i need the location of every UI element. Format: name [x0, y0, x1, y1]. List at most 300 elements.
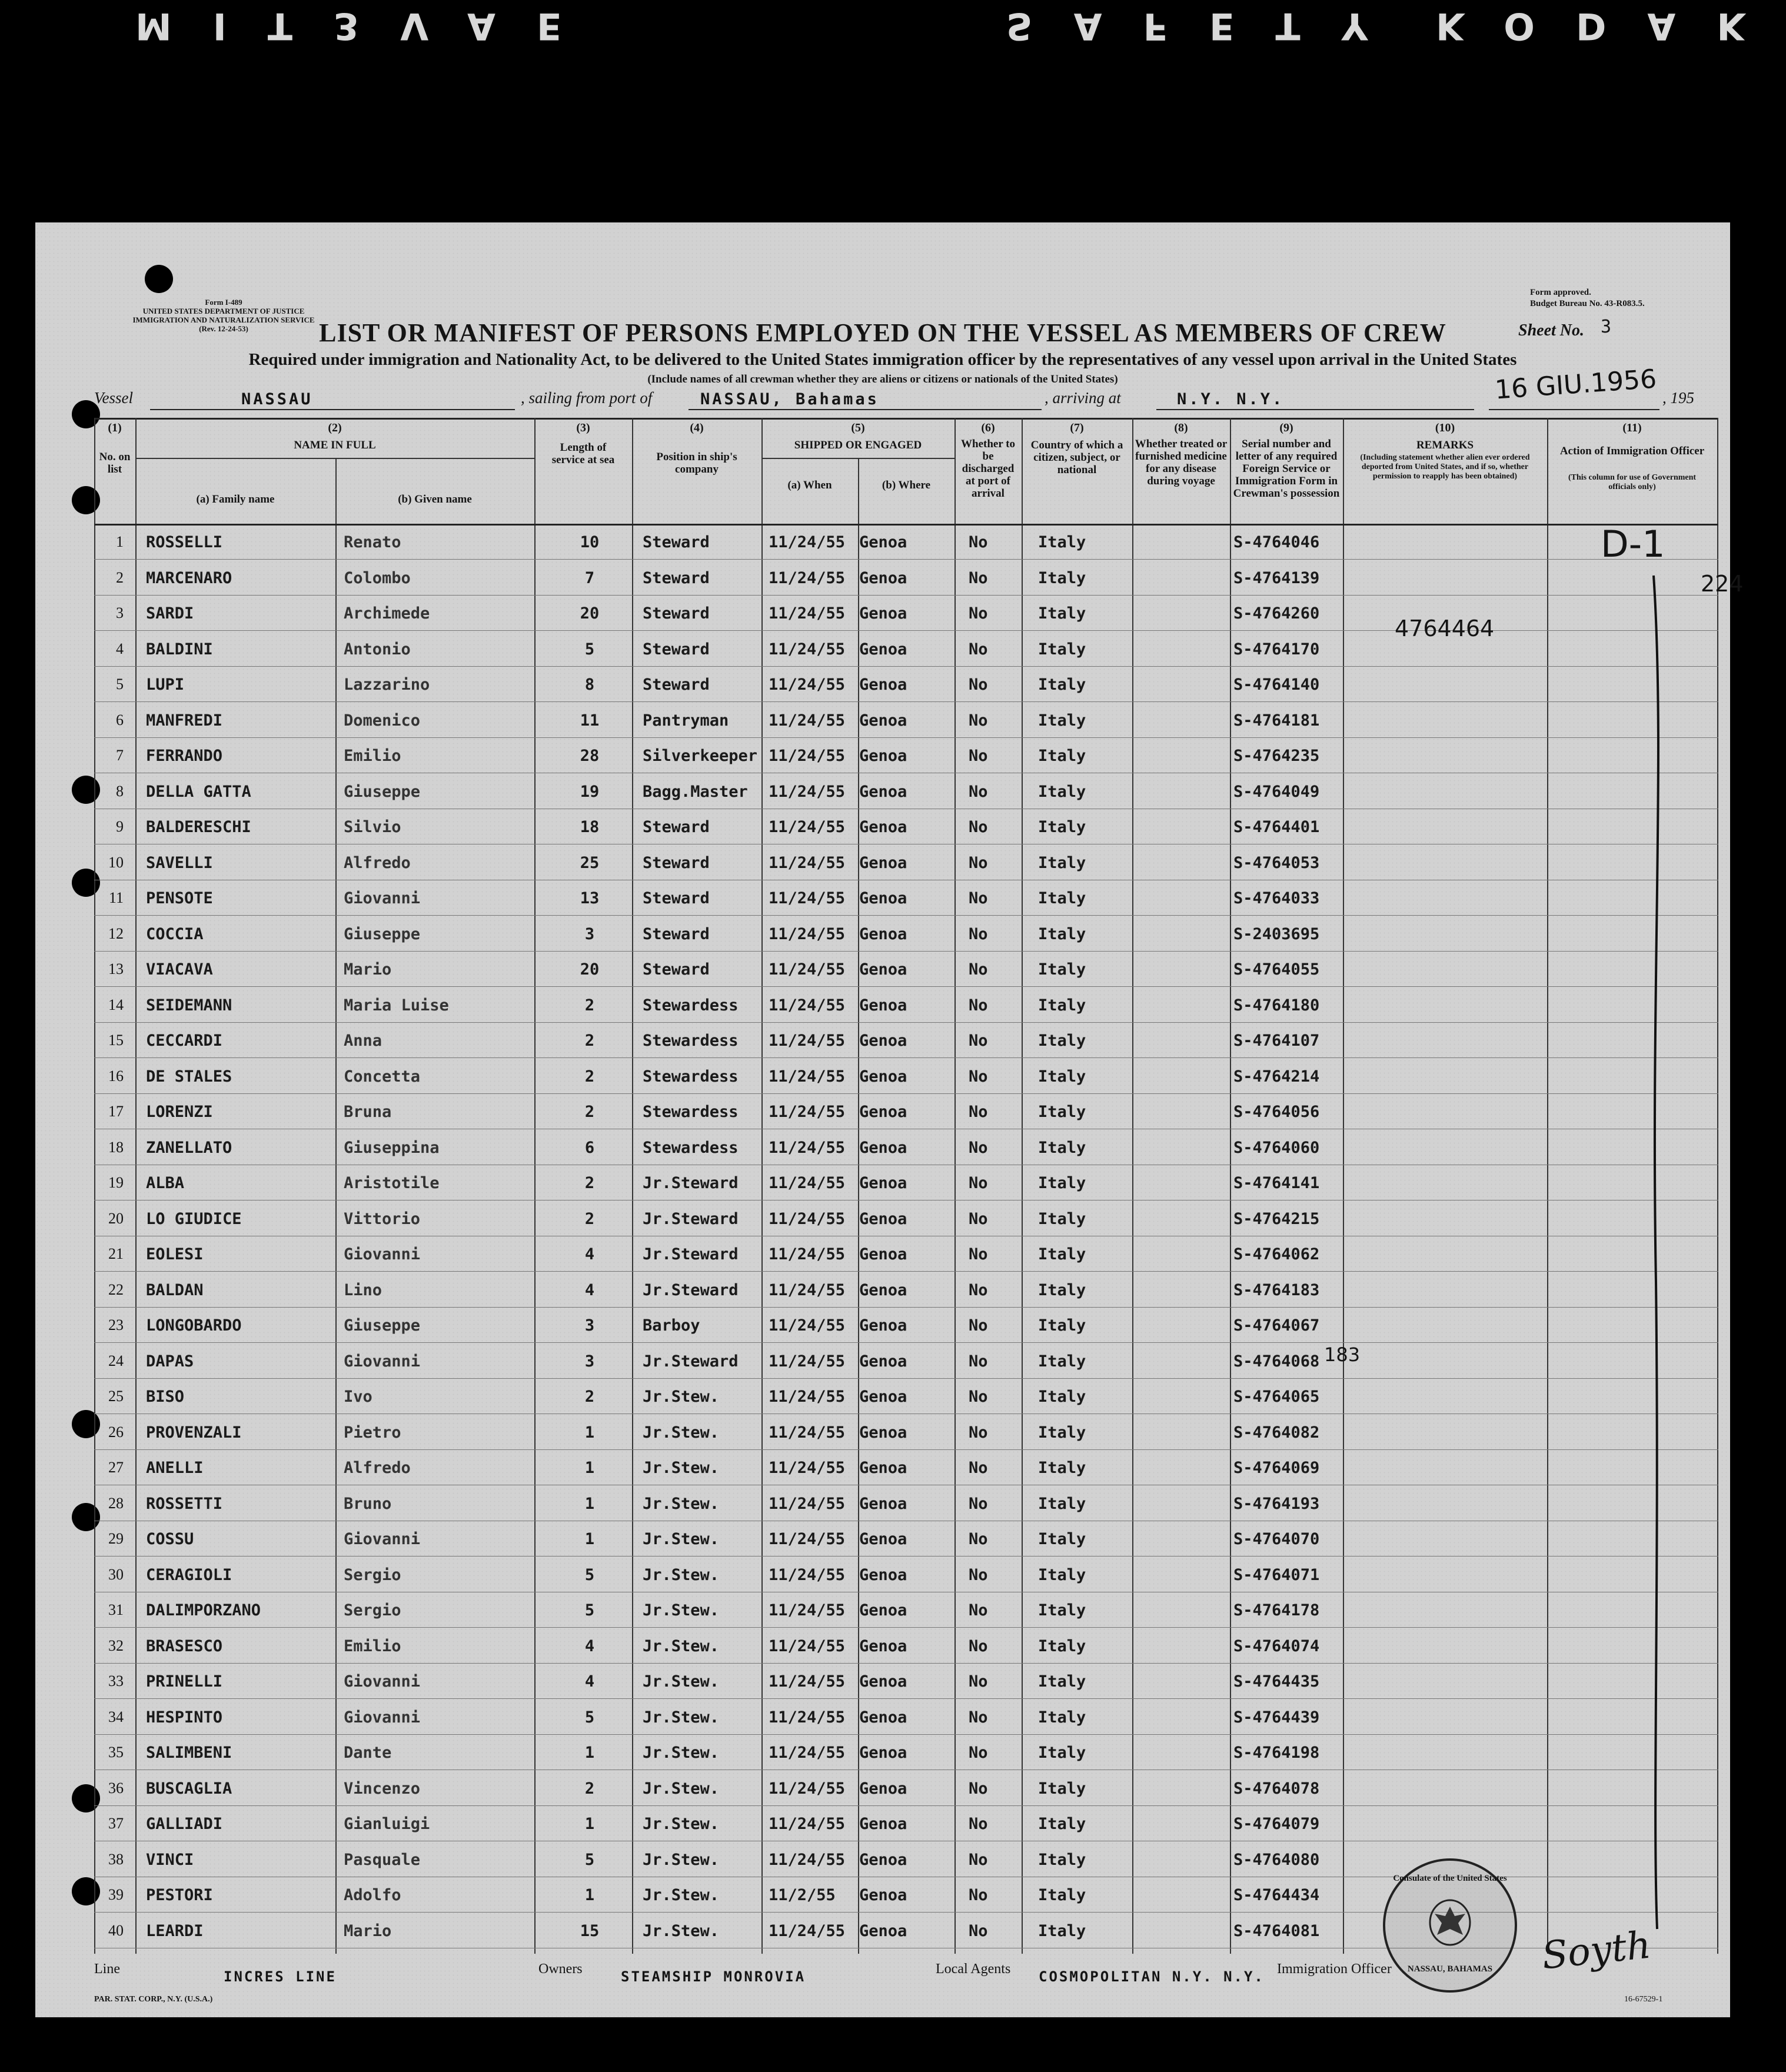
cell-serial: S-4764435: [1233, 1672, 1320, 1691]
cell-discharged: No: [969, 1032, 988, 1050]
cell-serial: S-4764260: [1233, 604, 1320, 623]
cell-given: Giuseppina: [344, 1138, 440, 1157]
cell-family: ALBA: [146, 1174, 185, 1192]
column-divider: [761, 418, 763, 1954]
row-rule: [94, 1698, 1718, 1699]
cell-discharged: No: [969, 1459, 988, 1477]
cell-given: Lino: [344, 1281, 383, 1299]
col2b-header: (b) Given name: [398, 493, 472, 505]
col10-note: (Including statement whether alien ever ordered deported from United States, and if so, whether permission to reapply has been obtained): [1360, 453, 1530, 481]
cell-family: CERAGIOLI: [146, 1565, 232, 1584]
vessel-label: Vessel: [94, 389, 133, 407]
action-mark: D-1: [1601, 523, 1665, 566]
cell-discharged: No: [969, 889, 988, 907]
cell-given: Bruno: [344, 1494, 392, 1513]
cell-no: 34: [108, 1708, 124, 1725]
cell-discharged: No: [969, 1352, 988, 1371]
cell-length: 2: [584, 1209, 595, 1228]
cell-discharged: No: [969, 1779, 988, 1798]
cell-when: 11/24/55: [769, 889, 846, 907]
cell-discharged: No: [969, 1388, 988, 1406]
crew-table: [94, 418, 1718, 1954]
col5-header: SHIPPED OR ENGAGED: [794, 439, 922, 451]
cell-position: Jr.Stew.: [643, 1530, 720, 1548]
cell-country: Italy: [1038, 853, 1086, 872]
cell-given: Giovanni: [344, 1245, 421, 1263]
cell-where: Genoa: [859, 1886, 907, 1904]
cell-position: Jr.Steward: [643, 1281, 739, 1299]
form-number: Form I-489: [205, 298, 242, 307]
cell-given: Sergio: [344, 1565, 401, 1584]
cell-country: Italy: [1038, 533, 1086, 551]
row-rule: [94, 1805, 1718, 1806]
cell-position: Stewardess: [643, 1138, 739, 1157]
budget-bureau-number: Budget Bureau No. 43-R083.5.: [1530, 299, 1645, 308]
row-rule: [94, 1378, 1718, 1379]
cell-length: 2: [584, 1779, 595, 1798]
cell-when: 11/24/55: [769, 1032, 846, 1050]
column-divider: [1547, 418, 1548, 1954]
cell-country: Italy: [1038, 889, 1086, 907]
cell-serial: S-4764068: [1233, 1352, 1320, 1371]
cell-serial: S-4764060: [1233, 1138, 1320, 1157]
cell-when: 11/24/55: [769, 1494, 846, 1513]
cell-position: Stewardess: [643, 1032, 739, 1050]
cell-position: Jr.Stew.: [643, 1601, 720, 1619]
cell-length: 2: [584, 1174, 595, 1192]
cell-country: Italy: [1038, 1138, 1086, 1157]
col9-header: Serial number and letter of any required Foreign Service or Immigration Form in Crewman's possession: [1233, 438, 1340, 500]
cell-position: Jr.Stew.: [643, 1388, 720, 1406]
cell-country: Italy: [1038, 1459, 1086, 1477]
form-revision: (Rev. 12-24-53): [199, 324, 248, 333]
cell-length: 2: [584, 1032, 595, 1050]
remark-row-3: 4764464: [1395, 616, 1495, 641]
cell-position: Steward: [643, 924, 710, 943]
cell-no: 20: [108, 1209, 124, 1227]
row-rule: [94, 1057, 1718, 1058]
cell-where: Genoa: [859, 640, 907, 658]
page-title: LIST OR MANIFEST OF PERSONS EMPLOYED ON THE VESSEL AS MEMBERS OF CREW: [319, 318, 1446, 347]
date-rule: [1489, 409, 1659, 410]
cell-position: Jr.Stew.: [643, 1779, 720, 1798]
cell-given: Giuseppe: [344, 1316, 421, 1335]
row-rule: [94, 986, 1718, 987]
cell-position: Steward: [643, 960, 710, 979]
col10-header: REMARKS: [1416, 439, 1474, 451]
punch-hole: [145, 265, 173, 293]
cell-country: Italy: [1038, 640, 1086, 658]
cell-discharged: No: [969, 996, 988, 1015]
cell-family: SALIMBENI: [146, 1744, 232, 1762]
cell-where: Genoa: [859, 1601, 907, 1619]
cell-when: 11/24/55: [769, 924, 846, 943]
cell-when: 11/24/55: [769, 960, 846, 979]
cell-length: 6: [584, 1138, 595, 1157]
cell-where: Genoa: [859, 1032, 907, 1050]
cell-position: Steward: [643, 889, 710, 907]
cell-where: Genoa: [859, 747, 907, 765]
cell-no: 38: [108, 1850, 124, 1868]
cell-country: Italy: [1038, 1530, 1086, 1548]
cell-length: 1: [584, 1494, 595, 1513]
cell-country: Italy: [1038, 676, 1086, 694]
cell-country: Italy: [1038, 1601, 1086, 1619]
cell-given: Giuseppe: [344, 924, 421, 943]
cell-where: Genoa: [859, 1672, 907, 1691]
cell-country: Italy: [1038, 1352, 1086, 1371]
cell-country: Italy: [1038, 1174, 1086, 1192]
column-divider: [1343, 418, 1344, 1954]
cell-family: ZANELLATO: [146, 1138, 232, 1157]
cell-given: Sergio: [344, 1601, 401, 1619]
cell-position: Steward: [643, 604, 710, 623]
cell-where: Genoa: [859, 568, 907, 587]
cell-where: Genoa: [859, 1565, 907, 1584]
cell-discharged: No: [969, 1565, 988, 1584]
cell-given: Ivo: [344, 1388, 373, 1406]
cell-when: 11/24/55: [769, 1921, 846, 1940]
cell-family: PRINELLI: [146, 1672, 223, 1691]
cell-given: Anna: [344, 1032, 383, 1050]
shipped-subheader-rule: [761, 458, 954, 459]
cell-discharged: No: [969, 1921, 988, 1940]
cell-serial: S-4764078: [1233, 1779, 1320, 1798]
cell-family: PROVENZALI: [146, 1423, 242, 1442]
cell-when: 11/24/55: [769, 1601, 846, 1619]
column-divider: [335, 458, 337, 1954]
cell-serial: S-4764183: [1233, 1281, 1320, 1299]
cell-discharged: No: [969, 960, 988, 979]
cell-no: 25: [108, 1388, 124, 1405]
cell-position: Jr.Stew.: [643, 1459, 720, 1477]
cell-when: 11/24/55: [769, 604, 846, 623]
cell-length: 25: [580, 853, 600, 872]
row-rule: [94, 1556, 1718, 1557]
cell-country: Italy: [1038, 1779, 1086, 1798]
cell-position: Jr.Stew.: [643, 1815, 720, 1833]
cell-where: Genoa: [859, 1352, 907, 1371]
row-rule: [94, 595, 1718, 596]
cell-when: 11/24/55: [769, 1245, 846, 1263]
cell-length: 4: [584, 1672, 595, 1691]
column-divider: [1230, 418, 1231, 1954]
seal-top-text: Consulate of the United States: [1393, 1874, 1507, 1883]
officer-signature: Soyth: [1539, 1923, 1653, 1978]
vessel-name: NASSAU: [241, 390, 313, 408]
column-divider: [1022, 418, 1023, 1954]
cell-length: 20: [580, 960, 600, 979]
cell-serial: S-4764198: [1233, 1744, 1320, 1762]
cell-where: Genoa: [859, 1281, 907, 1299]
cell-discharged: No: [969, 782, 988, 801]
cell-serial: S-4764140: [1233, 676, 1320, 694]
column-divider: [534, 418, 536, 1954]
cell-position: Steward: [643, 533, 710, 551]
port-rule: [689, 409, 1042, 410]
cell-when: 11/24/55: [769, 1850, 846, 1869]
cell-country: Italy: [1038, 1850, 1086, 1869]
cell-country: Italy: [1038, 818, 1086, 836]
cell-no: 33: [108, 1672, 124, 1689]
cell-given: Concetta: [344, 1067, 421, 1086]
cell-no: 22: [108, 1281, 124, 1298]
cell-when: 11/24/55: [769, 1672, 846, 1691]
cell-family: DELLA GATTA: [146, 782, 251, 801]
cell-serial: S-4764434: [1233, 1886, 1320, 1904]
printer-credit: PAR. STAT. CORP., N.Y. (U.S.A.): [94, 1995, 213, 2004]
cell-serial: S-4764401: [1233, 818, 1320, 836]
header-bottom-rule: [94, 524, 1718, 526]
cell-where: Genoa: [859, 1067, 907, 1086]
cell-country: Italy: [1038, 711, 1086, 730]
cell-serial: S-4764193: [1233, 1494, 1320, 1513]
row-rule: [94, 951, 1718, 952]
cell-position: Pantryman: [643, 711, 729, 730]
cell-where: Genoa: [859, 1921, 907, 1940]
cell-family: DE STALES: [146, 1067, 232, 1086]
cell-family: FERRANDO: [146, 747, 223, 765]
row-rule: [94, 737, 1718, 738]
owners-label: Owners: [538, 1961, 583, 1977]
cell-no: 2: [116, 568, 124, 586]
cell-where: Genoa: [859, 604, 907, 623]
cell-discharged: No: [969, 676, 988, 694]
cell-given: Alfredo: [344, 853, 411, 872]
cell-when: 11/24/55: [769, 568, 846, 587]
cell-discharged: No: [969, 1209, 988, 1228]
cell-position: Stewardess: [643, 996, 739, 1015]
cell-when: 11/24/55: [769, 1565, 846, 1584]
cell-family: PESTORI: [146, 1886, 213, 1904]
cell-given: Mario: [344, 960, 392, 979]
cell-serial: S-4764074: [1233, 1637, 1320, 1655]
cell-where: Genoa: [859, 1423, 907, 1442]
cell-when: 11/24/55: [769, 818, 846, 836]
cell-country: Italy: [1038, 1067, 1086, 1086]
department-name: UNITED STATES DEPARTMENT OF JUSTICE: [142, 307, 305, 315]
col5b-header: (b) Where: [882, 479, 931, 491]
cell-position: Jr.Stew.: [643, 1850, 720, 1869]
col6-header: Whether to be discharged at port of arrival: [961, 438, 1015, 500]
cell-country: Italy: [1038, 1708, 1086, 1727]
cell-length: 1: [584, 1530, 595, 1548]
immigration-officer-label: Immigration Officer: [1277, 1961, 1392, 1977]
cell-no: 10: [108, 853, 124, 871]
cell-country: Italy: [1038, 568, 1086, 587]
cell-no: 21: [108, 1245, 124, 1262]
cell-serial: S-4764080: [1233, 1850, 1320, 1869]
cell-position: Jr.Steward: [643, 1174, 739, 1192]
cell-country: Italy: [1038, 1565, 1086, 1584]
col2-header: NAME IN FULL: [294, 439, 376, 451]
col8-header: Whether treated or furnished medicine for any disease during voyage: [1135, 438, 1228, 487]
cell-discharged: No: [969, 1316, 988, 1335]
cell-where: Genoa: [859, 711, 907, 730]
cell-length: 20: [580, 604, 600, 623]
cell-given: Adolfo: [344, 1886, 401, 1904]
cell-discharged: No: [969, 1530, 988, 1548]
cell-length: 5: [584, 1601, 595, 1619]
cell-when: 11/24/55: [769, 1459, 846, 1477]
cell-serial: S-4764071: [1233, 1565, 1320, 1584]
cell-length: 18: [580, 818, 600, 836]
cell-length: 1: [584, 1815, 595, 1833]
cell-family: CECCARDI: [146, 1032, 223, 1050]
row-rule: [94, 1093, 1718, 1094]
cell-where: Genoa: [859, 889, 907, 907]
cell-discharged: No: [969, 711, 988, 730]
col11-number: (11): [1622, 421, 1642, 434]
table-top-rule: [94, 418, 1718, 420]
cell-discharged: No: [969, 604, 988, 623]
cell-length: 2: [584, 1388, 595, 1406]
line-label: Line: [94, 1961, 120, 1977]
cell-given: Lazzarino: [344, 676, 430, 694]
form-approved-text: Form approved.: [1530, 288, 1591, 297]
cell-when: 11/24/55: [769, 1138, 846, 1157]
eagle-icon: [1426, 1896, 1474, 1949]
cell-family: SAVELLI: [146, 853, 213, 872]
cell-when: 11/24/55: [769, 996, 846, 1015]
cell-given: Domenico: [344, 711, 421, 730]
cell-serial: S-4764062: [1233, 1245, 1320, 1263]
count-annotation: 224: [1701, 571, 1744, 597]
cell-length: 5: [584, 640, 595, 658]
cell-country: Italy: [1038, 1815, 1086, 1833]
cell-discharged: No: [969, 747, 988, 765]
cell-position: Jr.Stew.: [643, 1565, 720, 1584]
cell-serial: S-4764214: [1233, 1067, 1320, 1086]
cell-country: Italy: [1038, 996, 1086, 1015]
film-edge-left-text: MIT3VAE: [135, 5, 603, 48]
cell-where: Genoa: [859, 1815, 907, 1833]
cell-where: Genoa: [859, 1494, 907, 1513]
cell-serial: S-4764067: [1233, 1316, 1320, 1335]
col7-number: (7): [1070, 421, 1084, 434]
cell-given: Emilio: [344, 1637, 401, 1655]
cell-family: BALDAN: [146, 1281, 204, 1299]
cell-no: 26: [108, 1423, 124, 1441]
cell-country: Italy: [1038, 1209, 1086, 1228]
row-rule: [94, 701, 1718, 702]
cell-when: 11/24/55: [769, 533, 846, 551]
cell-family: BALDERESCHI: [146, 818, 251, 836]
cell-discharged: No: [969, 1281, 988, 1299]
form-approval: [1530, 287, 1645, 310]
cell-length: 2: [584, 1067, 595, 1086]
cell-length: 11: [580, 711, 600, 730]
cell-length: 13: [580, 889, 600, 907]
cell-discharged: No: [969, 1886, 988, 1904]
cell-discharged: No: [969, 1138, 988, 1157]
cell-position: Jr.Steward: [643, 1209, 739, 1228]
cell-serial: S-4764439: [1233, 1708, 1320, 1727]
cell-length: 8: [584, 676, 595, 694]
arrival-date-stamp: 16 GIU.1956: [1494, 364, 1658, 405]
cell-family: DALIMPORZANO: [146, 1601, 261, 1619]
row-rule: [94, 1734, 1718, 1735]
arrival-rule: [1156, 409, 1474, 410]
cell-discharged: No: [969, 1850, 988, 1869]
cell-family: LO GIUDICE: [146, 1209, 242, 1228]
include-note: (Include names of all crewman whether they are aliens or citizens or nationals of the United States): [647, 373, 1118, 385]
cell-family: VIACAVA: [146, 960, 213, 979]
cell-country: Italy: [1038, 1103, 1086, 1121]
cell-discharged: No: [969, 1637, 988, 1655]
cell-serial: S-4764079: [1233, 1815, 1320, 1833]
cell-when: 11/24/55: [769, 1530, 846, 1548]
cell-given: Pietro: [344, 1423, 401, 1442]
cell-given: Silvio: [344, 818, 401, 836]
cell-family: EOLESI: [146, 1245, 204, 1263]
cell-serial: S-4764053: [1233, 853, 1320, 872]
col11-note: (This column for use of Government officials only): [1568, 473, 1697, 491]
cell-no: 12: [108, 924, 124, 942]
cell-family: GALLIADI: [146, 1815, 223, 1833]
cell-family: HESPINTO: [146, 1708, 223, 1727]
cell-no: 6: [116, 711, 124, 729]
cell-position: Steward: [643, 853, 710, 872]
cell-when: 11/24/55: [769, 1103, 846, 1121]
cell-length: 2: [584, 996, 595, 1015]
cell-no: 19: [108, 1174, 124, 1191]
column-divider: [632, 418, 633, 1954]
row-rule: [94, 1627, 1718, 1628]
cell-family: ROSSETTI: [146, 1494, 223, 1513]
cell-given: Aristotile: [344, 1174, 440, 1192]
cell-given: Mario: [344, 1921, 392, 1940]
cell-no: 7: [116, 747, 124, 764]
cell-given: Dante: [344, 1744, 392, 1762]
cell-family: ANELLI: [146, 1459, 204, 1477]
form-code: 16-67529-1: [1624, 1995, 1663, 2004]
cell-no: 11: [108, 889, 124, 906]
sheet-number-value: 3: [1601, 317, 1612, 337]
cell-when: 11/24/55: [769, 1067, 846, 1086]
cell-family: PENSOTE: [146, 889, 213, 907]
agents-label: Local Agents: [936, 1961, 1011, 1977]
cell-family: MARCENARO: [146, 568, 232, 587]
cell-discharged: No: [969, 853, 988, 872]
cell-position: Jr.Stew.: [643, 1494, 720, 1513]
row-rule: [94, 666, 1718, 667]
cell-where: Genoa: [859, 1637, 907, 1655]
cell-given: Giovanni: [344, 889, 421, 907]
cell-discharged: No: [969, 1423, 988, 1442]
cell-position: Jr.Steward: [643, 1352, 739, 1371]
cell-serial: S-2403695: [1233, 924, 1320, 943]
cell-when: 11/24/55: [769, 782, 846, 801]
cell-no: 28: [108, 1494, 124, 1512]
cell-when: 11/24/55: [769, 676, 846, 694]
cell-no: 5: [116, 676, 124, 693]
col7-header: Country of which a citizen, subject, or national: [1030, 439, 1123, 476]
cell-where: Genoa: [859, 676, 907, 694]
cell-where: Genoa: [859, 1744, 907, 1762]
cell-no: 39: [108, 1886, 124, 1903]
cell-family: MANFREDI: [146, 711, 223, 730]
column-divider: [1132, 418, 1133, 1954]
cell-where: Genoa: [859, 533, 907, 551]
cell-family: LORENZI: [146, 1103, 213, 1121]
cell-serial: S-4764235: [1233, 747, 1320, 765]
film-edge-right-text: KODAK: [1436, 5, 1786, 48]
cell-serial: S-4764049: [1233, 782, 1320, 801]
cell-position: Jr.Stew.: [643, 1423, 720, 1442]
col11-header: Action of Immigration Officer: [1559, 445, 1705, 457]
cell-position: Stewardess: [643, 1103, 739, 1121]
